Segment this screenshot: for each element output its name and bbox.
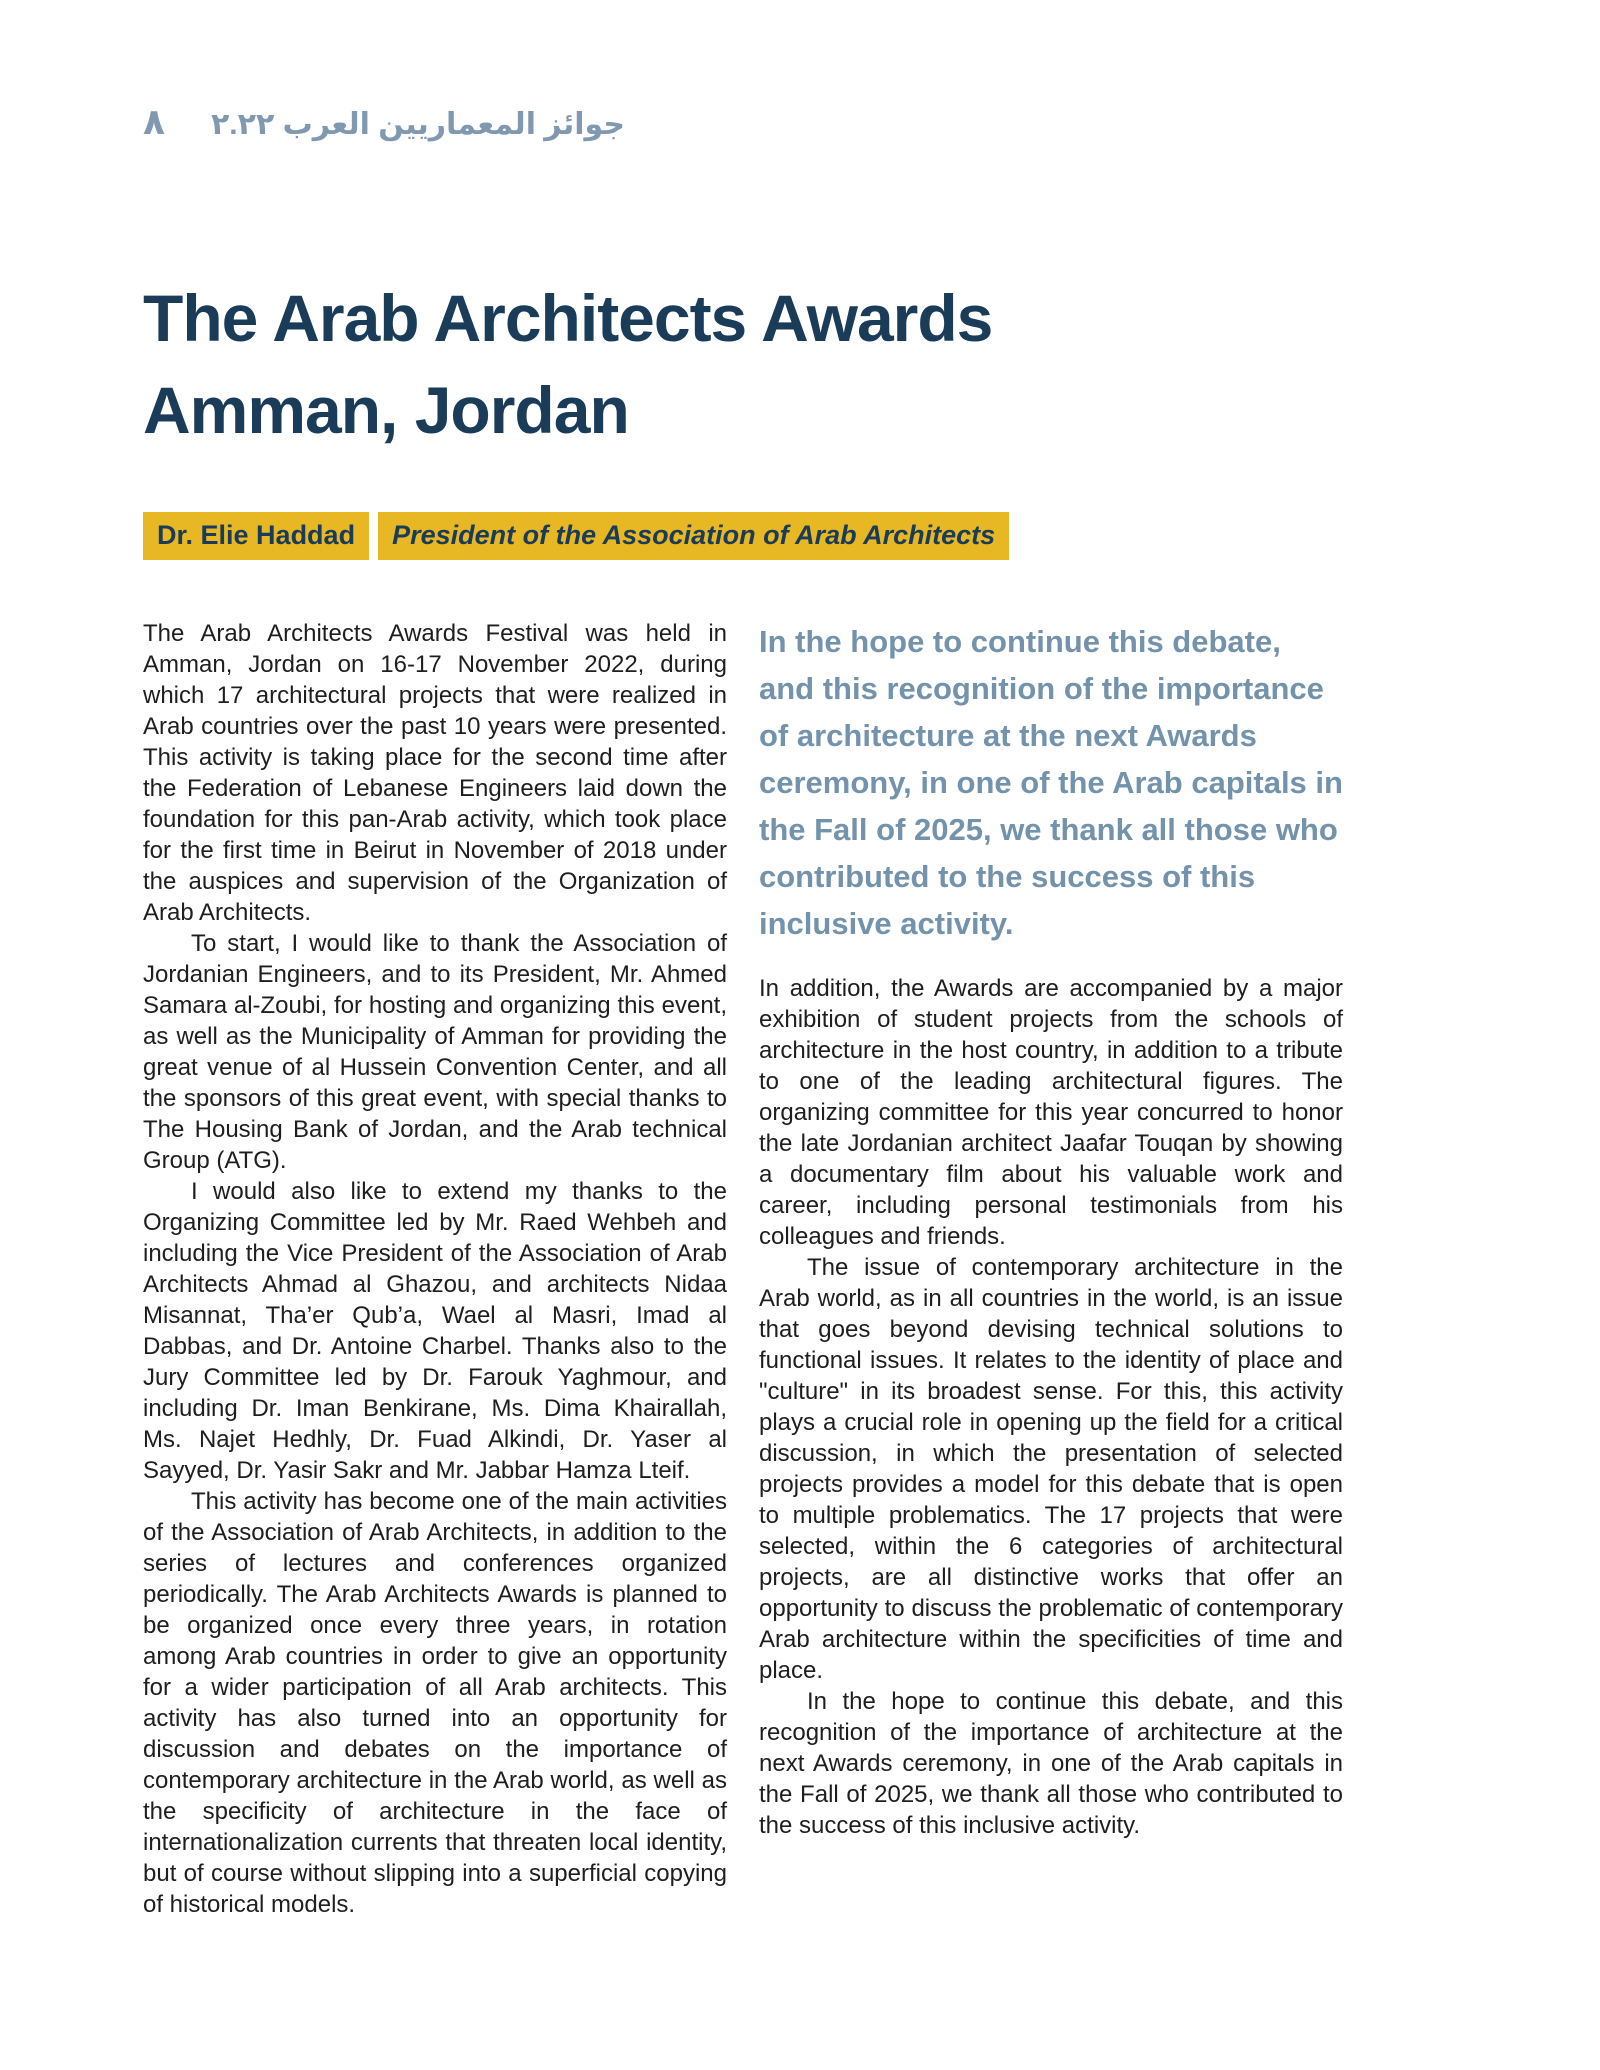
page-number-arabic: ٨ bbox=[143, 101, 165, 142]
byline bbox=[143, 512, 1343, 560]
author-role: President of the Association of Arab Architects bbox=[378, 512, 1009, 560]
article-title-line1: The Arab Architects Awards bbox=[143, 281, 993, 355]
author-name: Dr. Elie Haddad bbox=[143, 512, 369, 560]
paragraph-left-4: This activity has become one of the main activities of the Association of Arab Architects, in addition to the series of lectures and conferences organized periodically. The Arab Architects Awards is planned to be organized once every three years, in rotation among Arab countries in order to give an opportunity for a wider participation of all Arab architects. This activity has also turned into an opportunity for discussion and debates on the importance of contemporary architecture in the Arab world, as well as the specificity of architecture in the face of internationalization currents that threaten local identity, but of course without slipping into a superficial copying of historical models. bbox=[143, 1488, 727, 1918]
paragraph-left-2: To start, I would like to thank the Association of Jordanian Engineers, and to its President, Mr. Ahmed Samara al-Zoubi, for hosting and organizing this event, as well as the Municipality of Amman for providing the great venue of al Hussein Convention Center, and all the sponsors of this great event, with special thanks to The Housing Bank of Jordan, and the Arab technical Group (ATG). bbox=[143, 930, 727, 1174]
paragraph-right-2: The issue of contemporary architecture in the Arab world, as in all countries in the world, is an issue that goes beyond devising technical solutions to functional issues. It relates to the identity of place and "culture" in its broadest sense. For this, this activity plays a crucial role in opening up the field for a critical discussion, in which the presentation of selected projects provides a model for this debate that is open to multiple problematics. The 17 projects that were selected, within the 6 categories of architectural projects, are all distinctive works that offer an opportunity to discuss the problematic of contemporary Arab architecture within the specificities of time and place. bbox=[759, 1254, 1343, 1684]
paragraph-right-1: In addition, the Awards are accompanied by a major exhibition of student projects from the schools of architecture in the host country, in addition to a tribute to one of the leading architectural figures. The organizing committee for this year concurred to honor the late Jordanian architect Jaafar Touqan by showing a documentary film about his valuable work and career, including personal testimonials from his colleagues and friends. bbox=[759, 975, 1343, 1250]
left-column bbox=[143, 618, 727, 1920]
article-body bbox=[143, 618, 1343, 1920]
paragraph-left-3: I would also like to extend my thanks to the Organizing Committee led by Mr. Raed Wehbeh and including the Vice President of the Association of Arab Architects Ahmad al Ghazou, and architects Nidaa Misannat, Tha’er Qub’a, Wael al Masri, Imad al Dabbas, and Dr. Antoine Charbel. Thanks also to the Jury Committee led by Dr. Farouk Yaghmour, and including Dr. Iman Benkirane, Ms. Dima Khairallah, Ms. Najet Hedhly, Dr. Fuad Alkindi, Dr. Yaser al Sayyed, Dr. Yasir Sakr and Mr. Jabbar Hamza Lteif. bbox=[143, 1178, 727, 1484]
pull-quote: In the hope to continue this debate, and this recognition of the importance of architecture at the next Awards ceremony, in one of the Arab capitals in the Fall of 2025, we thank all those who contributed to the success of this inclusive activity. bbox=[759, 624, 1343, 941]
right-column bbox=[759, 618, 1343, 1920]
page-header bbox=[143, 101, 1343, 144]
paragraph-left-1: The Arab Architects Awards Festival was held in Amman, Jordan on 16-17 November 2022, during which 17 architectural projects that were realized in Arab countries over the past 10 years were presented. This activity is taking place for the second time after the Federation of Lebanese Engineers laid down the foundation for this pan-Arab activity, which took place for the first time in Beirut in November of 2018 under the auspices and supervision of the Organization of Arab Architects. bbox=[143, 620, 727, 926]
journal-title-arabic: جوائز المعماريين العرب ٢.٢٢ bbox=[210, 108, 625, 141]
article-title-line2: Amman, Jordan bbox=[143, 373, 629, 447]
paragraph-right-3: In the hope to continue this debate, and this recognition of the importance of architecture at the next Awards ceremony, in one of the Arab capitals in the Fall of 2025, we thank all those who contributed to the success of this inclusive activity. bbox=[759, 1688, 1343, 1839]
article-title bbox=[143, 272, 1343, 456]
